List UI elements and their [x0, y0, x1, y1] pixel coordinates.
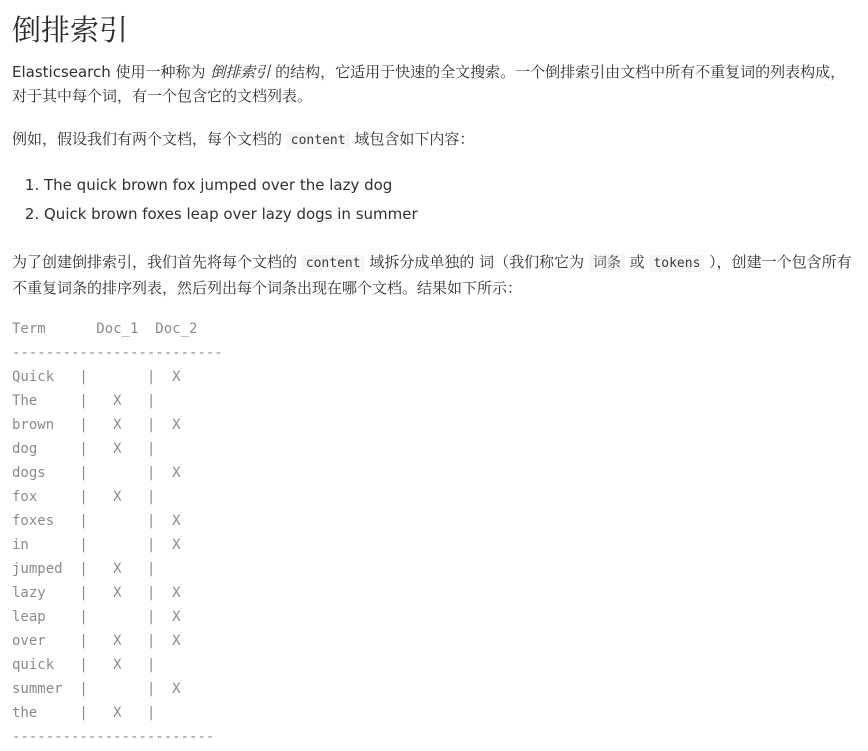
method-text-d: ），创建一个包含所有不重复词条的排序列表，然后列出每个词条出现在哪个文档。结果如下所示：: [12, 253, 852, 297]
index-row: brown | X | X: [12, 417, 181, 433]
method-paragraph: [12, 250, 858, 300]
method-text-b: 域拆分成单独的 词（我们称它为: [364, 253, 589, 271]
index-row: foxes | | X: [12, 513, 181, 529]
index-row: quick | X |: [12, 657, 156, 673]
index-row: fox | X |: [12, 489, 156, 505]
index-separator-bottom: ------------------------: [12, 729, 215, 745]
document-item: 1. The quick brown fox jumped over the lazy dog: [44, 171, 418, 200]
inverted-index-term: 倒排索引: [210, 63, 271, 81]
index-row: in | | X: [12, 537, 181, 553]
page-title: 倒排索引: [12, 13, 129, 47]
term-code: 词条: [589, 254, 625, 272]
intro-paragraph: [12, 60, 858, 108]
index-row: over | X | X: [12, 633, 181, 649]
document-list: [12, 171, 418, 229]
document-item: 2. Quick brown foxes leap over lazy dogs in summer: [44, 200, 418, 229]
index-row: lazy | X | X: [12, 585, 181, 601]
index-row: jumped | X |: [12, 561, 156, 577]
method-text-a: 为了创建倒排索引，我们首先将每个文档的: [12, 253, 302, 271]
intro-text-end: 的结构，它适用于快速的全文搜索。一个倒排索引由文档中所有不重复词的列表构成，对于其中每个词，有一个包含它的文档列表。: [12, 63, 846, 105]
example-text-start: 例如，假设我们有两个文档，每个文档的: [12, 130, 287, 148]
index-row: dog | X |: [12, 441, 156, 457]
tokens-code: tokens: [649, 255, 704, 272]
method-text-c: 或: [624, 253, 650, 271]
inverted-index-table: [12, 317, 223, 749]
example-paragraph: [12, 127, 858, 153]
index-row: leap | | X: [12, 609, 181, 625]
index-separator-top: -------------------------: [12, 345, 223, 361]
index-row: The | X |: [12, 393, 156, 409]
index-header: Term Doc_1 Doc_2: [12, 321, 198, 337]
content-field-code: content: [302, 255, 365, 272]
index-row: dogs | | X: [12, 465, 181, 481]
content-field-code: content: [287, 132, 350, 149]
index-row: the | X |: [12, 705, 156, 721]
index-row: summer | | X: [12, 681, 181, 697]
intro-text-start: Elasticsearch 使用一种称为: [12, 63, 211, 81]
example-text-end: 域包含如下内容：: [349, 130, 475, 148]
index-row: Quick | | X: [12, 369, 181, 385]
